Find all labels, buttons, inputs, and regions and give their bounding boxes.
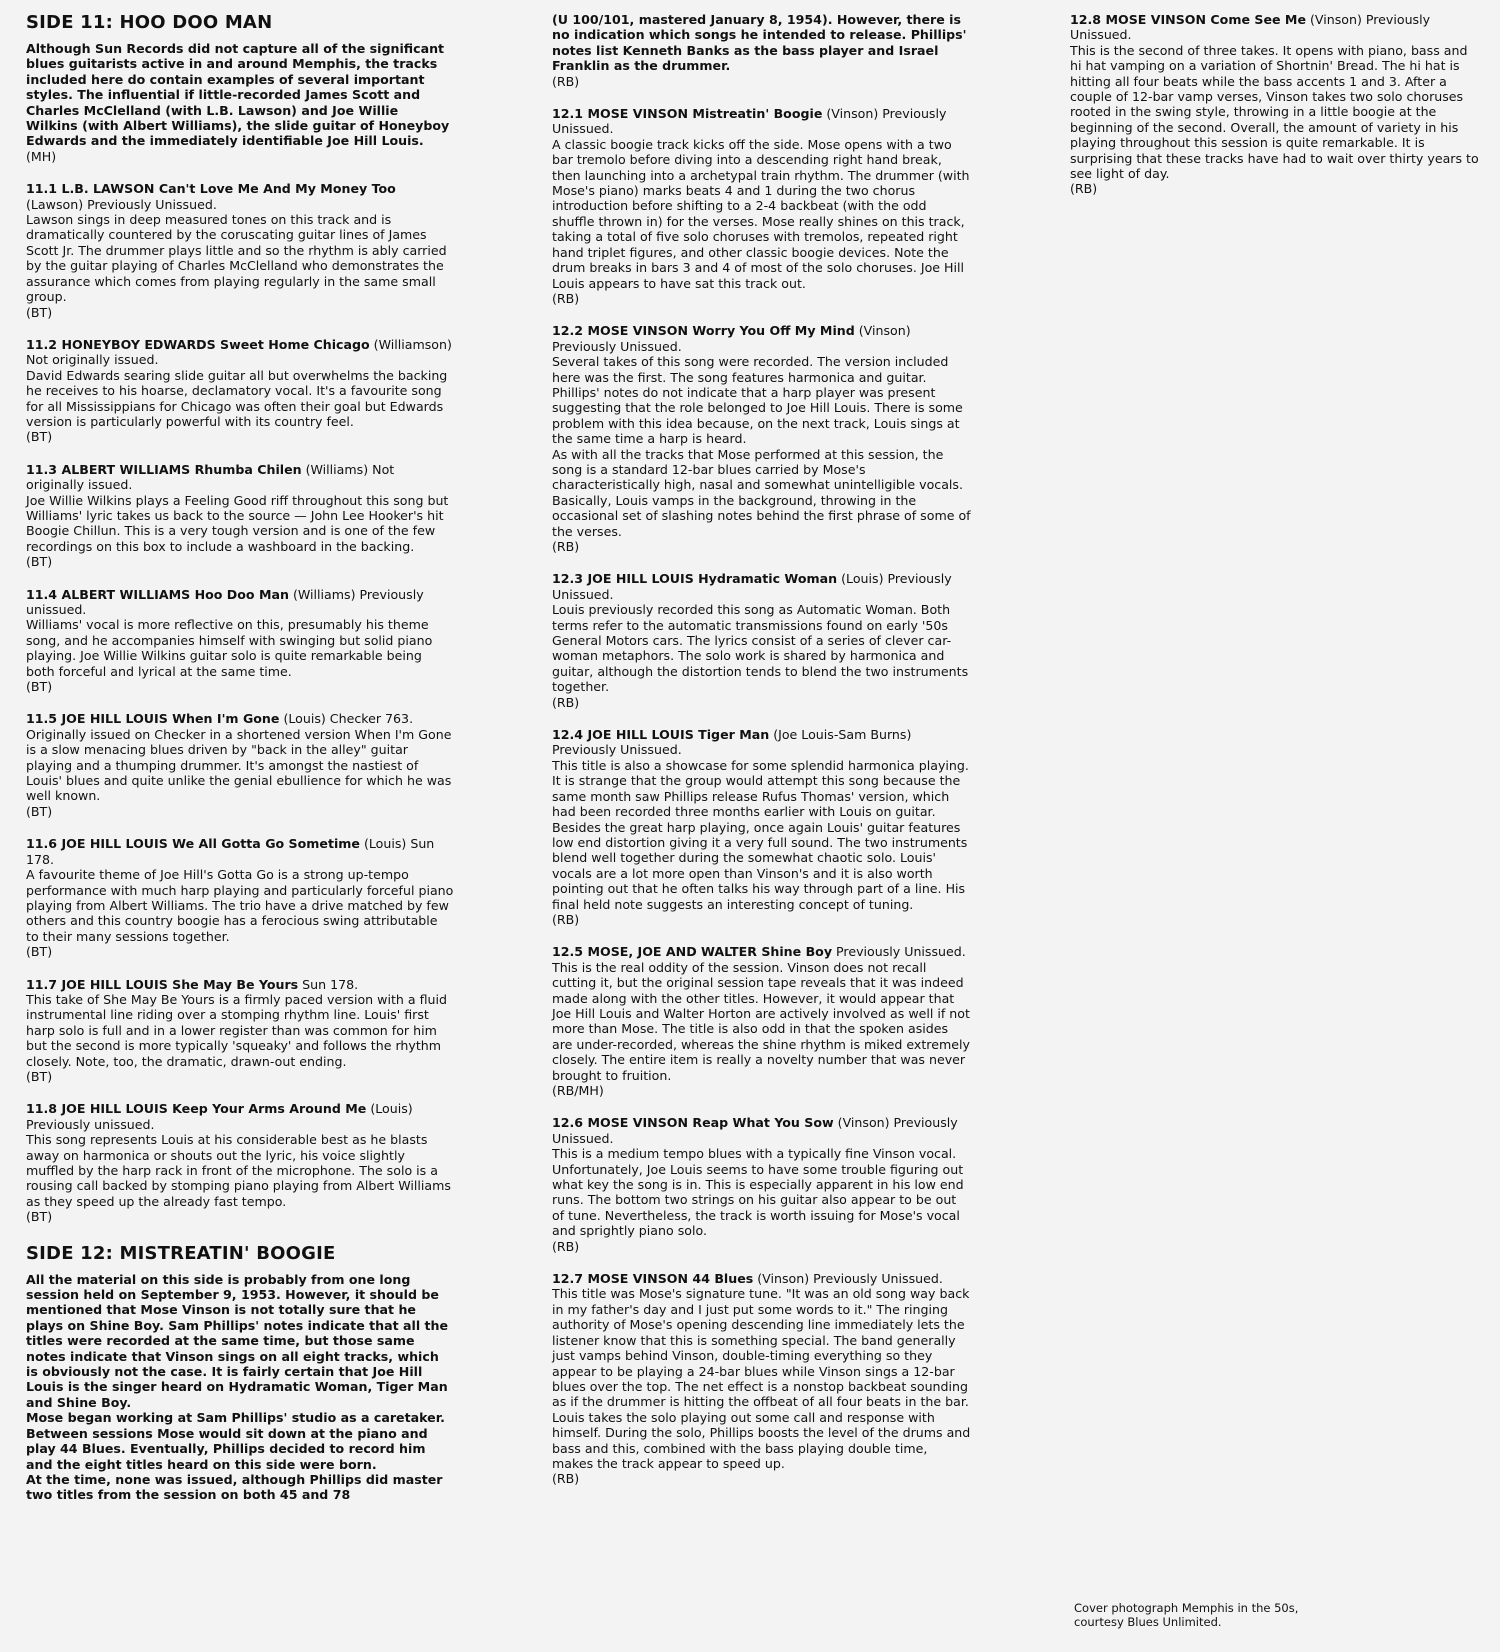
- track-notes: This title is also a showcase for some splendid harmonica playing. It is strange that the group would attempt this song because the same month saw Phillips release Rufus Thomas' version, which had been recorded three months earlier with Louis on guitar.: [552, 757, 969, 820]
- track-title: 12.3 JOE HILL LOUIS Hydramatic Woman: [552, 571, 838, 587]
- track-notes-2: As with all the tracks that Mose performed at this session, the song is a standard 12-bar blues carried by Mose's characteristically high, nasal and somewhat unintelligible vocals. Basically, Louis vamps in the background, throwing in the occasional set of slashing notes behind the first phrase of some of the verses.: [552, 446, 971, 539]
- column-right: [1070, 12, 1480, 197]
- track-meta: (Vinson) Previously Unissued.: [1070, 12, 1431, 43]
- track-notes: Louis previously recorded this song as Automatic Woman. Both terms refer to the automatic transmissions found on early '50s General Motors cars. The lyrics consist of a series of clever car-woman metaphors. The solo work is shared by harmonica and guitar, although the distortion tends to blend the two instruments together.: [552, 602, 969, 695]
- track-credit: (RB): [552, 911, 580, 927]
- track-credit: (BT): [26, 679, 53, 695]
- track-meta: (Williams) Not originally issued.: [26, 461, 395, 493]
- track-notes: Williams' vocal is more reflective on this, presumably his theme song, and he accompanies himself with swinging but solid piano playing. Joe Willie Wilkins guitar solo is quite remarkable being both forceful and lyrical at the same time.: [26, 617, 433, 679]
- track-credit: (RB): [552, 694, 580, 710]
- track-meta: (Lawson) Previously Unissued.: [26, 196, 217, 212]
- track-notes: This is the real oddity of the session. Vinson does not recall cutting it, but the original session tape reveals that it was indeed made along with the other titles. However, it would appear that Joe Hill Louis and Walter Horton are actively involved as well if not more than Mose. The title is also odd in that the spoken asides are under-recorded, whereas the shine rhythm is miked extremely closely. The entire item is really a novelty number that was never brought to fruition.: [552, 959, 970, 1083]
- track-meta: (Louis) Sun 178.: [26, 836, 435, 867]
- track-notes: David Edwards searing slide guitar all but overwhelms the backing he receives to his hoarse, declamatory vocal. It's a favourite song for all Mississippians for Chicago was often their goal but Edwards version is particularly powerful with its country feel.: [26, 367, 448, 429]
- side-12-intro-credit: (RB): [552, 73, 580, 89]
- track-title: 12.2 MOSE VINSON Worry You Off My Mind: [552, 323, 855, 339]
- track-title: 11.4 ALBERT WILLIAMS Hoo Doo Man: [26, 586, 289, 602]
- track-11-5: [26, 711, 454, 819]
- track-meta: (Louis) Checker 763.: [279, 711, 414, 727]
- track-title: 12.1 MOSE VINSON Mistreatin' Boogie: [552, 106, 823, 122]
- side-11-intro: Although Sun Records did not capture all of the significant blues guitarists active in and around Memphis, the tracks included here do contain examples of several important styles. The influential if little-recorded James Scott and Charles McClelland (with L.B. Lawson) and Joe Willie Wilkins (with Albert Williams), the slide guitar of Honeyboy Edwards and the immediately identifiable Joe Hill Louis.: [26, 41, 450, 149]
- cover-credit-line-1: Cover photograph Memphis in the 50s,: [1074, 1601, 1299, 1615]
- track-title: 11.5 JOE HILL LOUIS When I'm Gone: [26, 711, 280, 727]
- track-12-2: [552, 323, 972, 554]
- track-11-4: [26, 587, 454, 695]
- track-credit: (BT): [26, 1209, 53, 1225]
- track-credit: (RB): [1070, 181, 1098, 197]
- track-notes: This title was Mose's signature tune. "It was an old song way back in my father's day and I just put some words to it." The ringing authority of Mose's opening descending line immediately lets the listener know that this is something special. The band generally just vamps behind Vinson, double-timing everything so they appear to be playing a 24-bar blues while Vinson sings a 12-bar blues over the top. The net effect is a nonstop backbeat sounding as if the drummer is hitting the offbeat of all four beats in the bar. Louis takes the solo playing out some call and response with himself. During the solo, Phillips boosts the level of the drums and bass and this, combined with the bass playing double time, makes the track appear to speed up.: [552, 1286, 971, 1471]
- track-11-2: [26, 337, 454, 445]
- track-credit: (BT): [26, 429, 53, 445]
- track-meta: (Vinson) Previously Unissued.: [552, 323, 911, 354]
- track-notes: Several takes of this song were recorded. The version included here was the first. The song features harmonica and guitar. Phillips' notes do not indicate that a harp player was present suggesting that the role belonged to Joe Hill Louis. There is some problem with this idea because, on the next track, Louis sings at the same time a harp is heard.: [552, 354, 963, 447]
- track-meta: (Williams) Previously unissued.: [26, 586, 424, 617]
- track-credit: (BT): [26, 304, 53, 320]
- track-notes: This is the second of three takes. It opens with piano, bass and hi hat vamping on a variation of Shortnin' Bread. The hi hat is hitting all four beats while the bass accents 1 and 3. After a couple of 12-bar vamp verses, Vinson takes two solo choruses rooted in the swing style, throwing in a little boogie at the beginning of the second. Overall, the amount of variety in his playing throughout this session is quite remarkable. It is surprising that these tracks have had to wait over thirty years to see light of day.: [1070, 42, 1479, 182]
- track-11-8: [26, 1101, 454, 1224]
- track-credit: (BT): [26, 554, 53, 570]
- track-notes: A classic boogie track kicks off the side. Mose opens with a two bar tremolo before diving into a descending right hand break, then launching into a archetypal train rhythm. The drummer (with Mose's piano) marks beats 4 and 1 during the two chorus introduction before shifting to a 2-4 backbeat (with the odd shuffle thrown in) for the verses. Mose really shines on this track, taking a total of five solo choruses with tremolos, repeated right hand triplet figures, and other classic boogie devices. Note the drum breaks in bars 3 and 4 of most of the solo choruses. Joe Hill Louis appears to have sat this track out.: [552, 136, 970, 291]
- track-notes: This song represents Louis at his considerable best as he blasts away on harmonica or shouts out the lyric, his voice slightly muffled by the harp rack in front of the microphone. The solo is a rousing call backed by stomping piano playing from Albert Williams as they speed up the already fast tempo.: [26, 1132, 451, 1209]
- track-meta: (Vinson) Previously Unissued.: [552, 1115, 958, 1146]
- track-12-6: [552, 1115, 972, 1254]
- track-12-4: [552, 727, 972, 927]
- track-12-7: [552, 1271, 972, 1487]
- side-12-intro-continued: (U 100/101, mastered January 8, 1954). However, there is no indication which songs he intended to release. Phillips' notes list Kenneth Banks as the bass player and Israel Franklin as the drummer.: [552, 12, 967, 74]
- track-meta: Sun 178.: [298, 976, 359, 992]
- track-12-1: [552, 106, 972, 306]
- side-11-intro-credit: (MH): [26, 148, 57, 164]
- track-title: 11.8 JOE HILL LOUIS Keep Your Arms Around Me: [26, 1101, 367, 1117]
- track-11-1: [26, 181, 454, 320]
- track-12-8: [1070, 12, 1480, 197]
- track-meta: (Louis) Previously unissued.: [26, 1101, 413, 1132]
- track-title: 11.6 JOE HILL LOUIS We All Gotta Go Sometime: [26, 836, 360, 852]
- track-credit: (RB/MH): [552, 1083, 604, 1098]
- side-12-heading: SIDE 12: MISTREATIN' BOOGIE: [26, 1242, 336, 1264]
- track-notes: This take of She May Be Yours is a firmly paced version with a fluid instrumental line riding over a stomping rhythm line. Louis' first harp solo is full and in a lower register than was common for him but the second is more typically 'squeaky' and follows the rhythm closely. Note, too, the dramatic, drawn-out ending.: [26, 991, 447, 1069]
- column-middle: [552, 12, 972, 1487]
- track-notes: This is a medium tempo blues with a typically fine Vinson vocal. Unfortunately, Joe Louis seems to have some trouble figuring out what key the song is in. This is especially apparent in his low end runs. The bottom two strings on his guitar also appear to be out of tune. Nevertheless, the track is worth issuing for Mose's vocal and sprightly piano solo.: [552, 1146, 964, 1239]
- track-meta: (Vinson) Previously Unissued.: [753, 1271, 943, 1287]
- track-credit: (RB): [552, 290, 580, 306]
- track-notes: Lawson sings in deep measured tones on this track and is dramatically countered by the coruscating guitar lines of James Scott Jr. The drummer plays little and so the rhythm is ably carried by the guitar playing of Charles McClelland who demonstrates the assurance which comes from playing regularly in the same small group.: [26, 212, 447, 305]
- track-11-3: [26, 462, 454, 570]
- track-title: 11.3 ALBERT WILLIAMS Rhumba Chilen: [26, 461, 302, 477]
- track-credit: (RB): [552, 1238, 580, 1254]
- track-meta: (Williamson) Not originally issued.: [26, 336, 452, 368]
- track-title: 12.6 MOSE VINSON Reap What You Sow: [552, 1115, 834, 1131]
- track-title: 11.7 JOE HILL LOUIS She May Be Yours: [26, 976, 299, 992]
- track-notes: Originally issued on Checker in a shortened version When I'm Gone is a slow menacing blues driven by "back in the alley" guitar playing and a thumping drummer. It's amongst the nastiest of Louis' blues and quite unlike the genial ebullience for which he was well known.: [26, 726, 452, 804]
- track-credit: (BT): [26, 944, 53, 960]
- column-left: [26, 12, 454, 1503]
- track-title: 11.2 HONEYBOY EDWARDS Sweet Home Chicago: [26, 336, 370, 352]
- side-12-intro-2: Mose began working at Sam Phillips' studio as a caretaker. Between sessions Mose would sit down at the piano and play 44 Blues. Eventually, Phillips decided to record him and the eight titles heard on this side were born.: [26, 1410, 445, 1472]
- track-title: 12.5 MOSE, JOE AND WALTER Shine Boy: [552, 944, 833, 960]
- track-notes: A favourite theme of Joe Hill's Gotta Go is a strong up-tempo performance with much harp playing and particularly forceful piano playing from Albert Williams. The trio have a drive matched by few others and this country boogie has a ferocious swing attributable to their many sessions together.: [26, 867, 454, 944]
- track-11-6: [26, 836, 454, 959]
- track-11-7: [26, 977, 454, 1085]
- track-meta: (Joe Louis-Sam Burns) Previously Unissued.: [552, 727, 912, 758]
- track-credit: (BT): [26, 803, 53, 819]
- side-11-heading: SIDE 11: HOO DOO MAN: [26, 12, 273, 33]
- track-meta: Previously Unissued.: [832, 944, 966, 960]
- track-credit: (RB): [552, 1471, 580, 1487]
- track-credit: (RB): [552, 539, 580, 554]
- track-title: 11.1 L.B. LAWSON Can't Love Me And My Money Too: [26, 181, 396, 197]
- track-notes: Joe Willie Wilkins plays a Feeling Good riff throughout this song but Williams' lyric takes us back to the source — John Lee Hooker's hit Boogie Chillun. This is a very tough version and is one of the few recordings on this box to include a washboard in the backing.: [26, 492, 449, 554]
- side-12-intro-3: At the time, none was issued, although Phillips did master two titles from the session on both 45 and 78: [26, 1471, 443, 1503]
- cover-credit-line-2: courtesy Blues Unlimited.: [1074, 1615, 1222, 1629]
- track-title: 12.7 MOSE VINSON 44 Blues: [552, 1271, 754, 1287]
- track-12-5: [552, 944, 972, 1098]
- cover-photo-credit: [1074, 1601, 1374, 1629]
- track-title: 12.8 MOSE VINSON Come See Me: [1070, 12, 1306, 27]
- track-credit: (BT): [26, 1068, 53, 1084]
- track-meta: (Vinson) Previously Unissued.: [552, 106, 947, 137]
- track-meta: (Louis) Previously Unissued.: [552, 571, 952, 602]
- track-title: 12.4 JOE HILL LOUIS Tiger Man: [552, 727, 770, 743]
- side-12-intro: All the material on this side is probably from one long session held on September 9, 1953. However, it should be mentioned that Mose Vinson is not totally sure that he plays on Shine Boy. Sam Phillips' notes indicate that all the titles were recorded at the same time, but those same notes indicate that Vinson sings on all eight tracks, which is obviously not the case. It is fairly certain that Joe Hill Louis is the singer heard on Hydramatic Woman, Tiger Man and Shine Boy.: [26, 1271, 449, 1410]
- track-notes-2: Besides the great harp playing, once again Louis' guitar features low end distortion giving it a very full sound. The two instruments blend well together during the somewhat chaotic solo. Louis' vocals are a lot more open than Vinson's and it is also worth pointing out that he often talks his way through part of a line. His final held note suggests an interesting concept of tuning.: [552, 819, 968, 912]
- track-12-3: [552, 571, 972, 710]
